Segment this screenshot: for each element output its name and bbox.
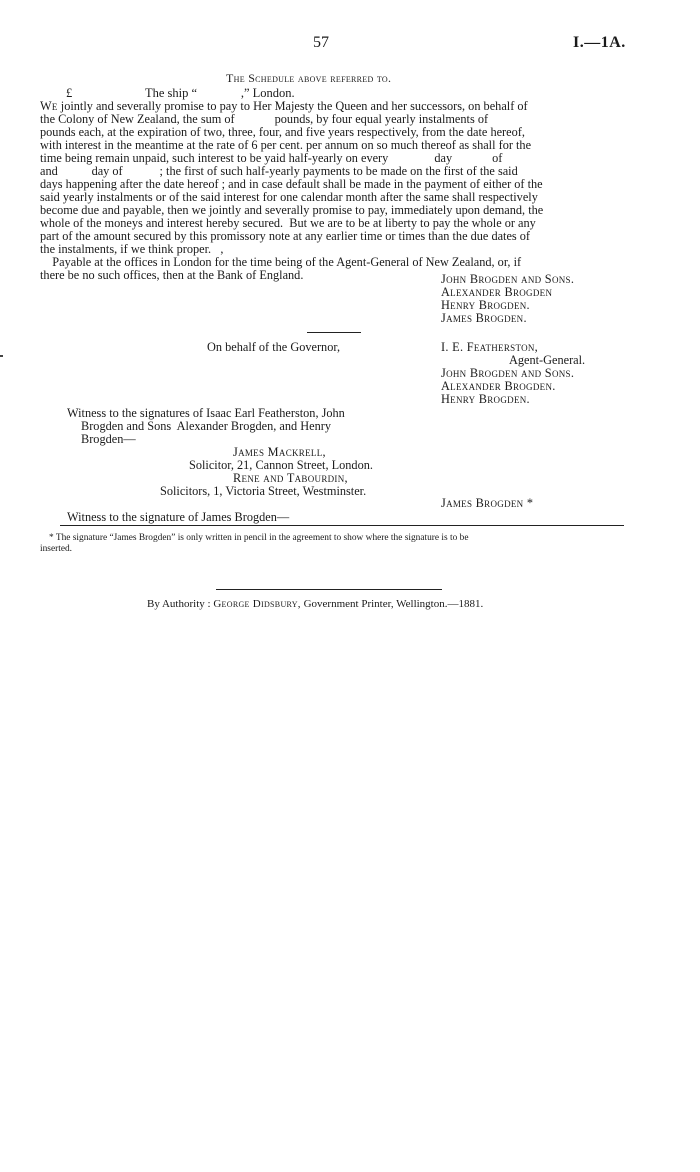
note-line: the Colony of New Zealand, the sum of pounds, by four equal yearly instalments of bbox=[40, 112, 489, 126]
witness-name: Rene and Tabourdin, bbox=[233, 471, 348, 485]
imprint-printer: George Didsbury, bbox=[213, 598, 301, 610]
witness-name: James Mackrell, bbox=[233, 445, 326, 459]
document-reference: I.—1A. bbox=[573, 34, 626, 51]
witness-line: Brogden— bbox=[81, 432, 136, 446]
note-line-text: jointly and severally promise to pay to Her Majesty the Queen and her successors, on behalf of bbox=[57, 99, 528, 113]
schedule-heading: The Schedule above referred to. bbox=[226, 71, 392, 85]
imprint bbox=[147, 598, 483, 610]
imprint-rest: Government Printer, Wellington.—1881. bbox=[303, 598, 484, 610]
note-line: whole of the moneys and interest hereby secured. But we are to be at liberty to pay the whole or any bbox=[40, 216, 536, 230]
payable-line: there be no such offices, then at the Bank of England. bbox=[40, 268, 304, 282]
footnote-rule bbox=[60, 525, 624, 526]
imprint-prefix: By Authority : bbox=[147, 598, 211, 610]
witness-line: Witness to the signature of James Brogden— bbox=[67, 510, 290, 524]
pound-sign: £ bbox=[66, 86, 73, 100]
note-line: and day of ; the first of such half-yearly payments to be made on the first of the said bbox=[40, 164, 518, 178]
signatory-name: I. E. Featherston, bbox=[441, 340, 539, 354]
note-line: the instalments, if we think proper. , bbox=[40, 242, 224, 256]
signatory-name: Alexander Brogden bbox=[441, 285, 553, 299]
signatory-name: James Brogden * bbox=[441, 496, 534, 510]
note-line: with interest in the meantime at the rate of 6 per cent. per annum on so much thereof as shall for the bbox=[40, 138, 532, 152]
note-line: time being remain unpaid, such interest to be yaid half-yearly on every day of bbox=[40, 151, 503, 165]
note-line: said yearly instalments or of the said interest for one calendar month after the same shall respectively bbox=[40, 190, 538, 204]
witness-line: Brogden and Sons Alexander Brogden, and Henry bbox=[81, 419, 331, 433]
signatory-title: Agent-General. bbox=[509, 353, 586, 367]
footnote-text: * The signature “James Brogden” is only written in pencil in the agreement to show where the signature is to be bbox=[49, 533, 469, 543]
witness-address: Solicitor, 21, Cannon Street, London. bbox=[189, 458, 373, 472]
note-line: pounds each, at the expiration of two, three, four, and five years respectively, from the date hereof, bbox=[40, 125, 525, 139]
note-line: part of the amount secured by this promissory note at any earlier time or times than the due dates of bbox=[40, 229, 531, 243]
signatory-name: Henry Brogden. bbox=[441, 298, 530, 312]
footnote-text: inserted. bbox=[40, 544, 73, 554]
note-first-word: We bbox=[40, 99, 58, 113]
signatory-name: John Brogden and Sons. bbox=[441, 272, 575, 286]
page-number: 57 bbox=[313, 34, 329, 51]
note-line: become due and payable, then we jointly and severally promise to pay, immediately upon demand, the bbox=[40, 203, 544, 217]
section-rule bbox=[307, 332, 361, 333]
signatory-name: James Brogden. bbox=[441, 311, 527, 325]
signatory-name: Henry Brogden. bbox=[441, 392, 530, 406]
signatory-name: John Brogden and Sons. bbox=[441, 366, 575, 380]
payable-line: Payable at the offices in London for the time being of the Agent-General of New Zealand, or, if bbox=[40, 255, 522, 269]
governor-label: On behalf of the Governor, bbox=[207, 340, 341, 354]
witness-address: Solicitors, 1, Victoria Street, Westminster. bbox=[160, 484, 367, 498]
note-line: days happening after the date hereof ; and in case default shall be made in the payment of either of the bbox=[40, 177, 543, 191]
margin-mark bbox=[0, 355, 3, 357]
signatory-name: Alexander Brogden. bbox=[441, 379, 556, 393]
witness-line: Witness to the signatures of Isaac Earl Featherston, John bbox=[67, 406, 345, 420]
ship-line: The ship “ ,” London. bbox=[145, 86, 295, 100]
imprint-rule bbox=[216, 589, 442, 590]
